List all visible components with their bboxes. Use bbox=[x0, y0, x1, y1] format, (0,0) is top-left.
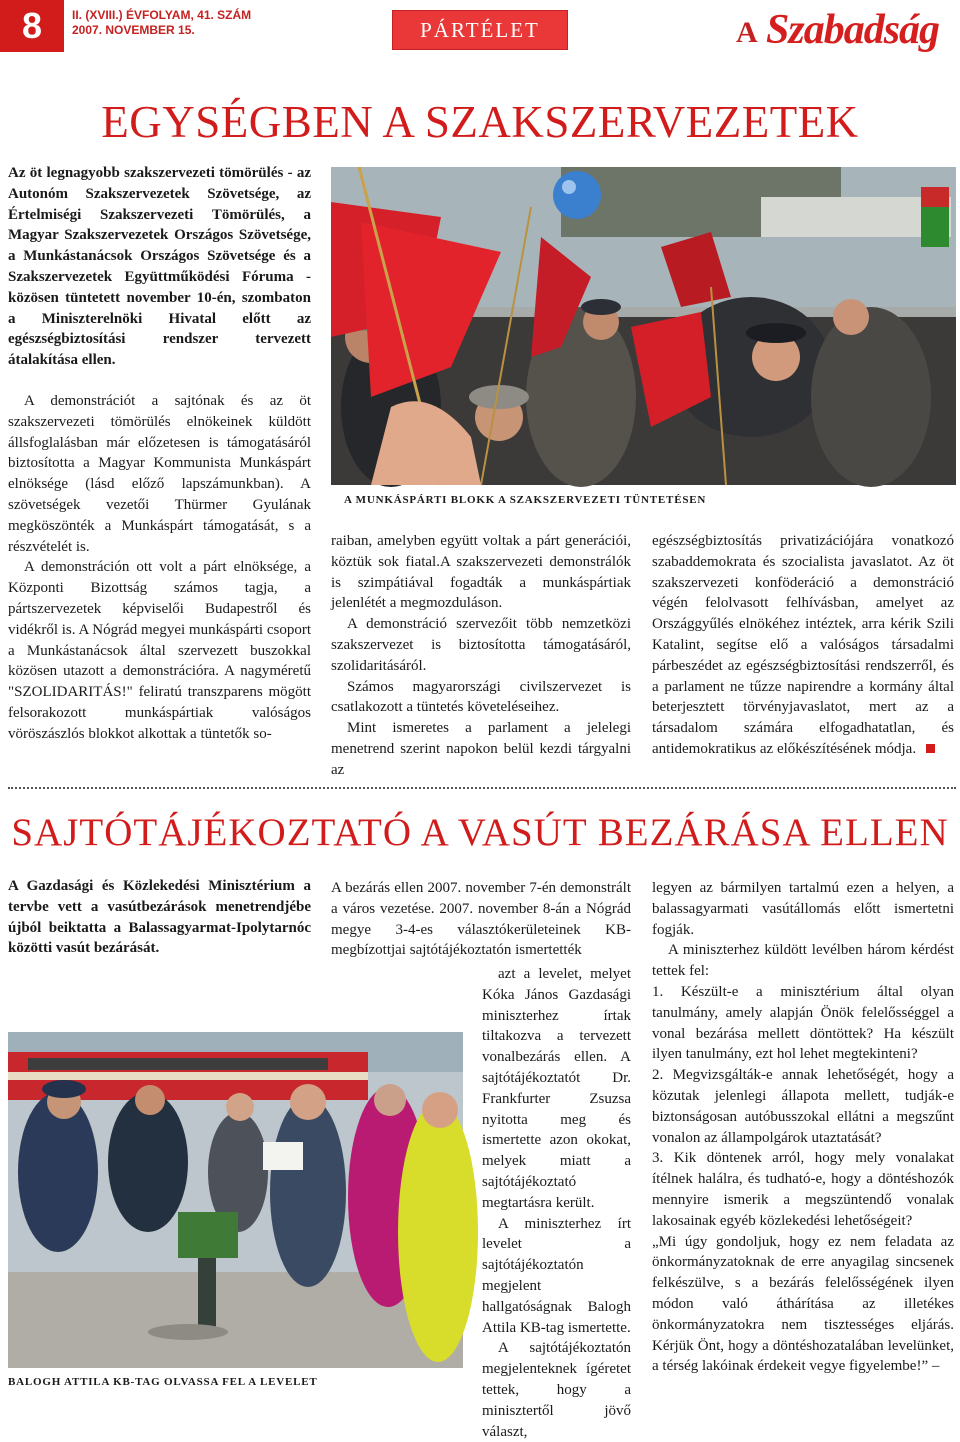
article2-paragraph: legyen az bármilyen tartalmú ezen a helyen, a balassagyarmati vasútállomás előtt ismertetni fogják. bbox=[652, 880, 954, 938]
article1-paragraph: A demonstráció szervezőit több nemzetközi szakszervezet is biztosította támogatásáról, szolidaritásáról. bbox=[331, 616, 631, 674]
press-conference-photo bbox=[8, 1032, 463, 1368]
demonstration-photo-image bbox=[331, 167, 956, 485]
issue-info bbox=[72, 8, 251, 38]
issue-line: II. (XVIII.) ÉVFOLYAM, 41. SZÁM bbox=[72, 8, 252, 22]
article2-paragraph: A miniszterhez írt levelet a sajtótájékoztatón megjelent hallgatóságnak Balogh Attila KB-tag ismertette. bbox=[482, 1215, 631, 1336]
article2-lead-column bbox=[8, 876, 311, 959]
date-line: 2007. NOVEMBER 15. bbox=[72, 23, 195, 37]
article2-paragraph: A miniszterhez küldött levélben három kérdést tettek fel: bbox=[652, 942, 954, 980]
article2-question: 2. Megvizsgálták-e annak lehetőségét, hogy a közutak jelenlegi állapota mellett, tudják-e biztonságosan autóbusszokal ellátni a megszűnt vonalon az állampolgárok utaztatását? bbox=[652, 1067, 954, 1146]
article2-lead: A Gazdasági és Közlekedési Minisztérium a tervbe vett a vasútbezárások menetrendjébe újból beiktatta a Balassagyarmat-Ipolytarnóc közötti vasút bezárását. bbox=[8, 878, 311, 957]
article1-column-1 bbox=[8, 163, 311, 745]
article1-paragraph: Számos magyarországi civilszervezet is csatlakozott a tüntetés követeléseihez. bbox=[331, 678, 631, 716]
article2-paragraph: azt a levelet, melyet Kóka János Gazdasági miniszterhez írtak tiltakozva a tervezett vonalbezárás ellen. A sajtótájékoztatót Dr. Frankfurter Zsuzsa nyitotta meg és ismertette azon okokat, melyek miatt a sajtótájékoztató megtartásra került. bbox=[482, 966, 631, 1211]
article1-paragraph: Mint ismeretes a parlament a jelelegi menetrend szerint napokon belül kezdi tárgyalni az bbox=[331, 720, 631, 778]
article1-paragraph bbox=[652, 531, 954, 760]
article1-paragraph: raiban, amelyben együtt voltak a párt generációi, köztük sok fiatal.A szakszervezeti demonstrálók is szimpátiával fogadták a munkáspártiak jelenlétét a megmozduláson. bbox=[331, 533, 631, 612]
logo-name: Szabadság bbox=[766, 7, 940, 53]
article1-lead: Az öt legnagyobb szakszervezeti tömörülés - az Autonóm Szakszervezetek Szövetsége, az Értelmiségi Szakszervezeti Tömörülés, a Magyar Szakszervezetek Országos Szövetsége, a Munkástanácsok Országos Szövetsége és a Szakszervezetek Együttműködési Fóruma - közösen tüntetett november 10-én, szombaton a Miniszterelnöki Hivatal előtt az egészségbiztosítási rendszer tervezett átalakítása ellen. bbox=[8, 165, 311, 369]
logo-prefix: A bbox=[736, 16, 758, 49]
article2-column-3 bbox=[652, 878, 954, 1377]
article1-paragraph: A demonstrációt a sajtónak és az öt szakszervezeti tömörülés elnökeinek küldött állsfoglalásban már előzetesen is támogatásáról biztosította a Magyar Kommunista Munkáspárt elnöksége (lásd előző lapszámunkban). A szövetségek vezetői Thürmer Gyulának megköszönték a Munkáspárt támogatását, s a részvételét is. bbox=[8, 392, 311, 555]
article2-question: 3. Kik döntenek arról, hogy mely vonalakat ítélnek halálra, és tudható-e, hogy a döntéshozók mennyire ismerik a megszüntendő vonalak lakosainak egyéb közlekedési lehetőségeit? bbox=[652, 1150, 954, 1229]
article2-headline: SAJTÓTÁJÉKOZTATÓ A VASÚT BEZÁRÁSA ELLEN bbox=[11, 811, 949, 854]
article1-column-2 bbox=[331, 531, 631, 781]
article2-question: 1. Készült-e a minisztérium által olyan tanulmány, amely alapján Önök felelősséggel a vonal bezárása mellett döntöttek? Ha készült ilyen tanulmány, ezt hol lehet megtekinteni? bbox=[652, 983, 954, 1063]
section-label: PÁRTÉLET bbox=[392, 10, 568, 50]
article1-closing-text: egészségbiztosítás privatizációjára vonatkozó szabaddemokrata és szocialista javaslatot. Az öt szakszervezeti konföderáció a demonstráció végén felolvasott felhívásban, amelyet az Országgyűlés elnökéhez intéztek, arra kérik Szili Katalint, segítse elő a valóságos társadalmi párbeszédet az egészségbiztosítási rendszerről, és a parlament ne tűzze napirendre a kormány által beterjesztett törvényjavaslatot, mert az a társadalom számára elfogadhatatlan, és antidemokratikus az előkészítésének módja. bbox=[652, 533, 954, 757]
article-divider bbox=[8, 787, 956, 789]
newspaper-logo bbox=[730, 6, 958, 56]
article-end-mark bbox=[926, 744, 935, 753]
article2-column-2 bbox=[331, 878, 631, 961]
article1-headline: EGYSÉGBEN A SZAKSZERVEZETEK bbox=[101, 97, 859, 147]
article2-column-2-narrow bbox=[482, 964, 631, 1442]
article2-quote: „Mi úgy gondoljuk, hogy ez nem feladata az önkormányzatoknak de erre anyagilag sincsenek felkészülve, s a bezárás felelősségének ilyen módon való áthárítása az illetékes önkormányzatokra nem tisztességes eljárás. Kérjük Önt, hogy a döntéshozatalában levelünket, a térség lakóinak érdekeit vegye figyelembe!” – bbox=[652, 1233, 954, 1375]
article2-paragraph: A bezárás ellen 2007. november 7-én demonstrált a város vezetése. 2007. november 8-án a Nógrád megye 3-4-es választókerületeinek KB-megbízottjai sajtótájékoztatón ismertették bbox=[331, 880, 631, 959]
demonstration-photo bbox=[331, 167, 956, 485]
article1-paragraph: A demonstráción ott volt a párt elnöksége, a Központi Bizottság számos tagja, a pártszervezetek képviselői Budapestről és vidékről is. A Nógrád megyei munkáspárti csoport a Munkástanácsok által szervezett buszokkal közösen utazott a demonstrációra. A nagyméretű "SZOLIDARITÁS!" feliratú transzparens mögött felsorakozott munkáspártiak valóságos vöröszászlós blokkot alkottak a tüntetők so- bbox=[8, 559, 311, 742]
article2-paragraph: A sajtótájékoztatón megjelenteknek ígéretet tettek, hogy a minisztertől jövő választ, bbox=[482, 1340, 631, 1440]
article1-column-3 bbox=[652, 531, 954, 760]
article2-photo-caption: BALOGH ATTILA KB-TAG OLVASSA FEL A LEVELET bbox=[8, 1376, 318, 1388]
press-conference-photo-image bbox=[8, 1032, 463, 1368]
article1-photo-caption: A MUNKÁSPÁRTI BLOKK A SZAKSZERVEZETI TÜNTETÉSEN bbox=[344, 494, 707, 506]
page-number: 8 bbox=[0, 0, 64, 52]
